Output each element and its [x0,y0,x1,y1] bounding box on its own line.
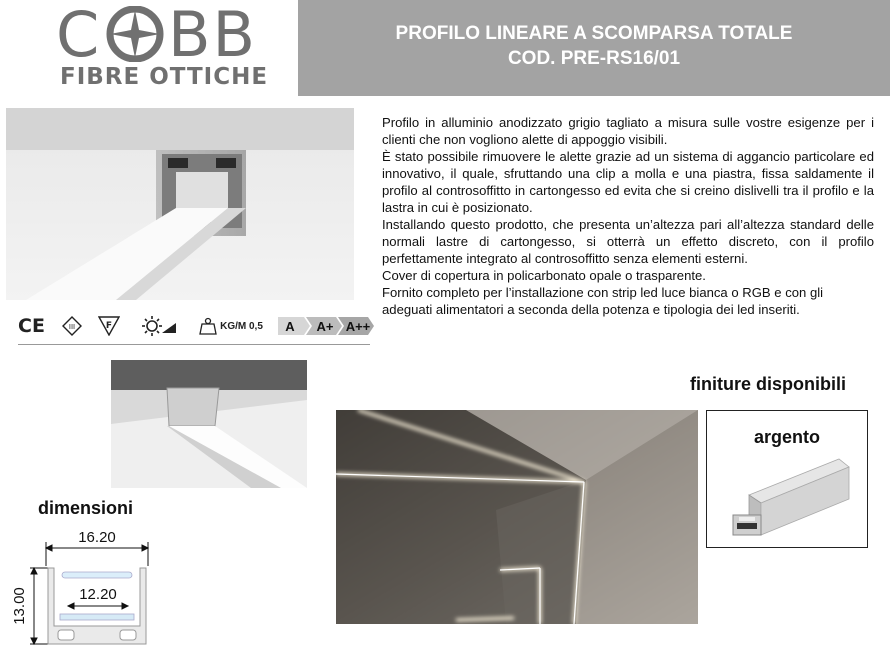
finishes-title: finiture disponibili [690,374,846,394]
class-iii-icon [62,314,82,338]
inner-width-label: 12.20 [79,586,117,603]
description-paragraph: È stato possibile rimuovere le alette grazie ad un sistema di aggancio particolare ed innovativo, il quale, sfruttando una clip a molla e una piastra, fissa saldamente il profilo al controsoffitto in cartongesso ed evita che si creino dislivelli tra il profilo e la lastra in cui è posizionato. [382,149,874,215]
brand-subtitle: FIBRE OTTICHE [60,64,269,90]
dimmable-icon [142,314,178,338]
energy-class-a-plus: A+ [316,319,334,334]
dimensions-title: dimensioni [38,498,134,518]
brand-logo [0,0,298,96]
product-code: COD. PRE-RS16/01 [507,48,681,69]
certifications-row [18,312,374,340]
svg-text:III: III [68,323,76,331]
energy-class-badge [278,317,374,335]
energy-class-a: A [285,319,295,334]
compass-star-icon [104,6,166,62]
outer-width-label: 16.20 [78,529,116,546]
description-paragraph: Fornito completo per l’installazione con strip led luce bianca o RGB e con gli adeguati alimentatori a seconda della potenza e tipologia dei led inseriti. [382,285,824,317]
finish-label: argento [753,427,820,447]
f-mark-icon [98,314,120,338]
installation-photo [336,410,698,624]
description-paragraph: Profilo in alluminio anodizzato grigio tagliato a misura sulle vostre esigenze per i clienti che non vogliono alette di appoggio visibili. [382,115,874,147]
brand-wordmark [56,0,258,71]
product-render-image [6,108,354,300]
finish-option-card [706,410,868,548]
svg-text:F: F [105,321,113,331]
silver-profile-image [721,455,855,543]
dimension-drawing [4,526,164,666]
weight-indicator [190,314,272,338]
product-description [382,114,874,318]
page-title: PROFILO LINEARE A SCOMPARSA TOTALE [395,23,793,44]
energy-class-a-plus-plus: A++ [345,319,371,334]
description-paragraph: Installando questo prodotto, che presenta un’altezza pari all’altezza standard delle normali lastre di cartongesso, si otterrà un effetto discreto, con il profilo perfettamente integrato al controsoffitto senza elementi esterni. [382,217,874,266]
brand-letter-c: C [56,0,102,71]
ce-mark: CE [18,315,45,337]
brand-letters-bb: BB [168,0,258,71]
weight-label: KG/M 0,5 [220,320,263,332]
header-title-panel [298,0,890,96]
weight-icon [199,317,217,335]
height-label: 13.00 [11,587,28,625]
description-paragraph: Cover di copertura in policarbonato opale o trasparente. [382,268,706,283]
installed-profile-image [111,360,307,488]
divider-line [18,344,370,345]
